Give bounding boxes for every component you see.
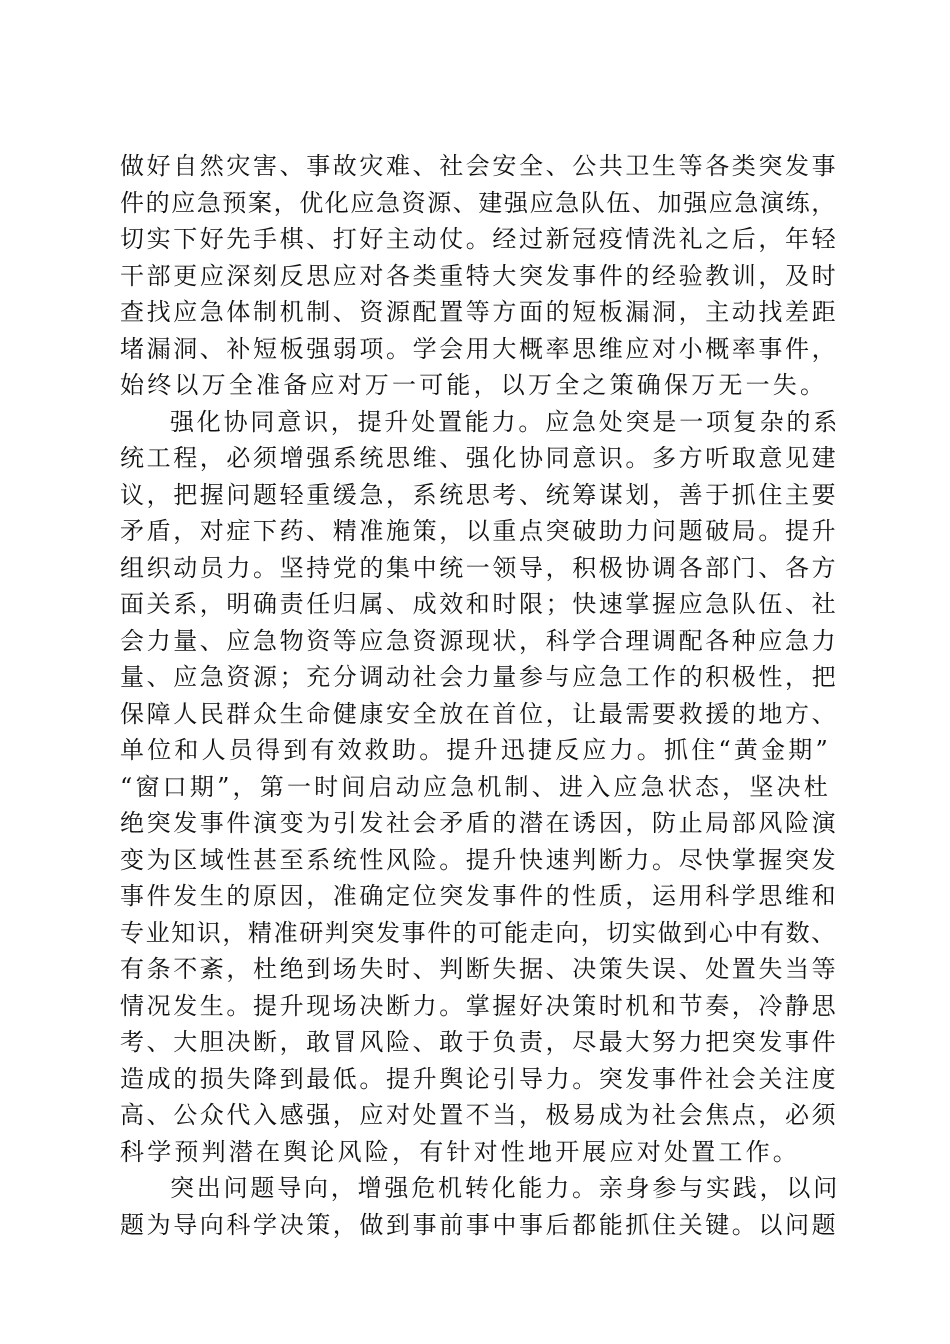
text-line: 保障人民群众生命健康安全放在首位，让最需要救援的地方、 [120, 699, 839, 728]
text-line: 堵漏洞、补短板强弱项。学会用大概率思维应对小概率事件， [120, 334, 839, 363]
text-line: 面关系，明确责任归属、成效和时限；快速掌握应急队伍、社 [120, 590, 839, 618]
text-line: 题为导向科学决策，做到事前事中事后都能抓住关键。以问题 [120, 1210, 839, 1239]
text-line: 有条不紊，杜绝到场失时、判断失据、决策失误、处置失当等 [120, 955, 839, 983]
text-line: 始终以万全准备应对万一可能，以万全之策确保万无一失。 [120, 371, 828, 399]
text-line: 量、应急资源；充分调动社会力量参与应急工作的积极性，把 [120, 663, 839, 691]
body-text [120, 148, 840, 1243]
text-line: 统工程，必须增强系统思维、强化协同意识。多方听取意见建 [120, 444, 839, 472]
text-line: “窗口期”，第一时间启动应急机制、进入应急状态，坚决杜 [120, 772, 831, 801]
paragraph-start-line: 强化协同意识，提升处置能力。应急处突是一项复杂的系 [170, 407, 840, 436]
text-line: 情况发生。提升现场决断力。掌握好决策时机和节奏，冷静思 [120, 991, 839, 1020]
text-line: 造成的损失降到最低。提升舆论引导力。突发事件社会关注度 [120, 1064, 839, 1093]
text-line: 绝突发事件演变为引发社会矛盾的潜在诱因，防止局部风险演 [120, 809, 839, 837]
text-line: 组织动员力。坚持党的集中统一领导，积极协调各部门、各方 [120, 553, 839, 582]
text-line: 矛盾，对症下药、精准施策，以重点突破助力问题破局。提升 [120, 517, 839, 545]
paragraph-start-line: 突出问题导向，增强危机转化能力。亲身参与实践，以问 [170, 1174, 840, 1202]
text-line: 科学预判潜在舆论风险，有针对性地开展应对处置工作。 [120, 1137, 800, 1166]
text-line: 会力量、应急物资等应急资源现状，科学合理调配各种应急力 [120, 626, 839, 655]
text-line: 考、大胆决断，敢冒风险、敢于负责，尽最大努力把突发事件 [120, 1028, 839, 1056]
text-line: 查找应急体制机制、资源配置等方面的短板漏洞，主动找差距 [120, 298, 839, 326]
text-line: 单位和人员得到有效救助。提升迅捷反应力。抓住“黄金期” [120, 736, 831, 764]
text-line: 变为区域性甚至系统性风险。提升快速判断力。尽快掌握突发 [120, 845, 839, 874]
text-line: 件的应急预案，优化应急资源、建强应急队伍、加强应急演练， [120, 188, 837, 217]
text-line: 议，把握问题轻重缓急，系统思考、统筹谋划，善于抓住主要 [120, 480, 839, 509]
text-line: 切实下好先手棋、打好主动仗。经过新冠疫情洗礼之后，年轻 [120, 225, 839, 253]
text-line: 专业知识，精准研判突发事件的可能走向，切实做到心中有数、 [120, 918, 837, 947]
text-line: 干部更应深刻反思应对各类重特大突发事件的经验教训，及时 [120, 261, 839, 290]
text-line: 事件发生的原因，准确定位突发事件的性质，运用科学思维和 [120, 882, 839, 910]
text-line: 做好自然灾害、事故灾难、社会安全、公共卫生等各类突发事 [120, 152, 839, 180]
text-line: 高、公众代入感强，应对处置不当，极易成为社会焦点，必须 [120, 1101, 839, 1129]
